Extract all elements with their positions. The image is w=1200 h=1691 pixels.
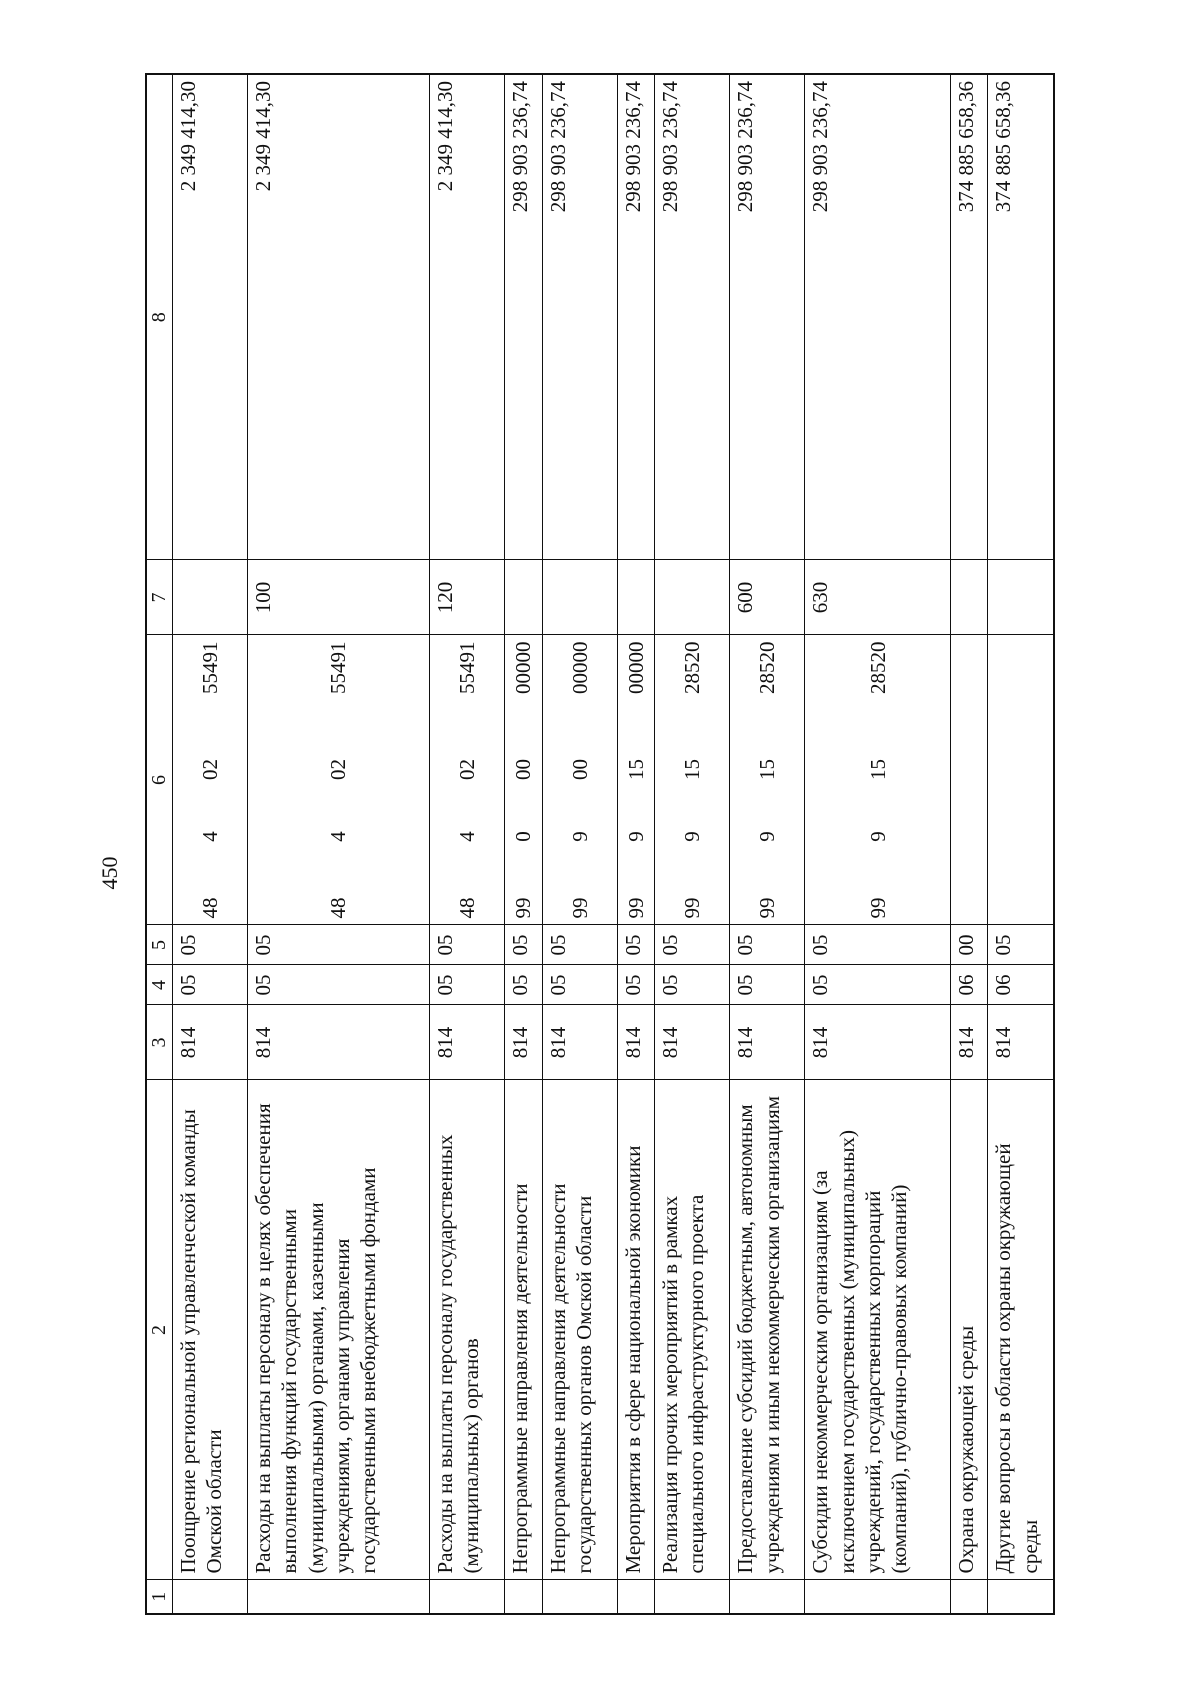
row-name: Мероприятия в сфере национальной экономики — [617, 1080, 655, 1580]
target-program: 99 — [680, 897, 705, 919]
table-row — [730, 74, 805, 1614]
row-subsection-code: 05 — [248, 925, 430, 965]
table-body — [173, 74, 1055, 1614]
page-number: 450 — [97, 856, 122, 890]
row-section-code: 05 — [248, 965, 430, 1005]
row-section-code: 05 — [805, 965, 951, 1005]
row-index-cell — [430, 1580, 505, 1614]
row-target-article — [430, 635, 505, 925]
row-target-article — [730, 635, 805, 925]
table-row — [542, 74, 617, 1614]
row-section-code: 06 — [950, 965, 988, 1005]
target-event: 15 — [623, 759, 648, 780]
row-section-code: 05 — [430, 965, 505, 1005]
target-event: 02 — [197, 759, 222, 780]
row-expense-type — [950, 560, 988, 635]
row-name: Другие вопросы в области охраны окружающей среды — [988, 1080, 1054, 1580]
row-subsection-code: 05 — [655, 925, 730, 965]
target-event: 02 — [454, 759, 479, 780]
row-target-article — [988, 635, 1054, 925]
row-subsection-code: 05 — [430, 925, 505, 965]
row-target-article — [617, 635, 655, 925]
target-subprogram: 4 — [197, 831, 222, 842]
row-admin-code: 814 — [950, 1005, 988, 1080]
row-expense-type — [505, 560, 543, 635]
table-row — [950, 74, 988, 1614]
target-event: 00 — [511, 759, 536, 780]
row-expense-type: 100 — [248, 560, 430, 635]
row-admin-code: 814 — [617, 1005, 655, 1080]
row-amount: 298 903 236,74 — [730, 74, 805, 560]
budget-table — [145, 73, 1055, 1615]
row-section-code: 05 — [173, 965, 248, 1005]
row-admin-code: 814 — [730, 1005, 805, 1080]
table-row — [617, 74, 655, 1614]
row-name: Поощрение региональной управленческой команды Омской области — [173, 1080, 248, 1580]
row-index-cell — [805, 1580, 951, 1614]
row-admin-code: 814 — [655, 1005, 730, 1080]
target-event: 15 — [680, 759, 705, 780]
target-direction: 55491 — [197, 641, 222, 694]
table-row — [248, 74, 430, 1614]
row-amount: 2 349 414,30 — [248, 74, 430, 560]
target-direction: 55491 — [454, 641, 479, 694]
target-program: 99 — [623, 897, 648, 919]
row-index-cell — [505, 1580, 543, 1614]
row-index-cell — [542, 1580, 617, 1614]
header-col-4: 4 — [146, 965, 173, 1005]
row-index-cell — [248, 1580, 430, 1614]
row-amount: 2 349 414,30 — [430, 74, 505, 560]
target-event: 02 — [326, 759, 351, 780]
row-subsection-code: 05 — [617, 925, 655, 965]
row-subsection-code: 05 — [505, 925, 543, 965]
row-name: Расходы на выплаты персоналу государственных (муниципальных) органов — [430, 1080, 505, 1580]
row-target-article — [248, 635, 430, 925]
row-target-article — [505, 635, 543, 925]
header-col-7: 7 — [146, 560, 173, 635]
row-expense-type — [542, 560, 617, 635]
row-section-code: 05 — [655, 965, 730, 1005]
target-program: 99 — [511, 897, 536, 919]
row-amount: 298 903 236,74 — [542, 74, 617, 560]
row-amount: 2 349 414,30 — [173, 74, 248, 560]
header-row — [146, 74, 173, 1614]
row-amount: 298 903 236,74 — [617, 74, 655, 560]
row-name: Непрограммные направления деятельности государственных органов Омской области — [542, 1080, 617, 1580]
target-direction: 28520 — [755, 641, 780, 694]
row-index-cell — [730, 1580, 805, 1614]
row-subsection-code: 05 — [988, 925, 1054, 965]
table-row — [655, 74, 730, 1614]
target-direction: 00000 — [567, 641, 592, 694]
rotated-table-wrapper — [145, 75, 1055, 1615]
target-direction: 00000 — [511, 641, 536, 694]
row-section-code: 05 — [617, 965, 655, 1005]
target-event: 15 — [755, 759, 780, 780]
row-amount: 374 885 658,36 — [950, 74, 988, 560]
header-col-6: 6 — [146, 635, 173, 925]
row-expense-type: 600 — [730, 560, 805, 635]
header-col-3: 3 — [146, 1005, 173, 1080]
header-col-5: 5 — [146, 925, 173, 965]
row-index-cell — [988, 1580, 1054, 1614]
row-name: Предоставление субсидий бюджетным, автономным учреждениям и иным некоммерческим организациям — [730, 1080, 805, 1580]
row-expense-type — [655, 560, 730, 635]
table-row — [805, 74, 951, 1614]
row-amount: 298 903 236,74 — [805, 74, 951, 560]
target-subprogram: 9 — [680, 831, 705, 842]
row-target-article — [655, 635, 730, 925]
table-row — [173, 74, 248, 1614]
target-direction: 55491 — [326, 641, 351, 694]
row-index-cell — [617, 1580, 655, 1614]
row-index-cell — [950, 1580, 988, 1614]
row-admin-code: 814 — [248, 1005, 430, 1080]
row-admin-code: 814 — [542, 1005, 617, 1080]
row-name: Реализация прочих мероприятий в рамках специального инфраструктурного проекта — [655, 1080, 730, 1580]
row-name: Охрана окружающей среды — [950, 1080, 988, 1580]
row-subsection-code: 05 — [730, 925, 805, 965]
target-direction: 28520 — [680, 641, 705, 694]
target-program: 99 — [865, 897, 890, 919]
table-row — [430, 74, 505, 1614]
target-program: 99 — [567, 897, 592, 919]
row-index-cell — [655, 1580, 730, 1614]
row-expense-type — [988, 560, 1054, 635]
row-subsection-code: 05 — [173, 925, 248, 965]
row-admin-code: 814 — [505, 1005, 543, 1080]
row-expense-type: 120 — [430, 560, 505, 635]
target-subprogram: 9 — [755, 831, 780, 842]
row-name: Расходы на выплаты персоналу в целях обеспечения выполнения функций государственными (муниципальными) органами, казенными учреждениями, органами управления государственными внебюджетными фондами — [248, 1080, 430, 1580]
target-direction: 00000 — [623, 641, 648, 694]
header-col-1: 1 — [146, 1580, 173, 1614]
target-subprogram: 4 — [454, 831, 479, 842]
table-row — [988, 74, 1054, 1614]
header-col-2: 2 — [146, 1080, 173, 1580]
target-subprogram: 9 — [623, 831, 648, 842]
target-program: 48 — [454, 897, 479, 919]
target-event: 00 — [567, 759, 592, 780]
row-expense-type — [617, 560, 655, 635]
row-target-article — [950, 635, 988, 925]
row-name: Субсидии некоммерческим организациям (за исключением государственных (муниципальных) учреждений, государственных корпораций (компаний), публично-правовых компаний) — [805, 1080, 951, 1580]
row-admin-code: 814 — [805, 1005, 951, 1080]
target-program: 48 — [197, 897, 222, 919]
row-subsection-code: 00 — [950, 925, 988, 965]
row-admin-code: 814 — [430, 1005, 505, 1080]
row-target-article — [805, 635, 951, 925]
target-direction: 28520 — [865, 641, 890, 694]
row-section-code: 05 — [730, 965, 805, 1005]
target-program: 99 — [755, 897, 780, 919]
target-program: 48 — [326, 897, 351, 919]
target-subprogram: 0 — [511, 831, 536, 842]
row-expense-type — [173, 560, 248, 635]
row-index-cell — [173, 1580, 248, 1614]
target-subprogram: 9 — [865, 831, 890, 842]
row-expense-type: 630 — [805, 560, 951, 635]
row-target-article — [542, 635, 617, 925]
row-admin-code: 814 — [988, 1005, 1054, 1080]
row-amount: 298 903 236,74 — [655, 74, 730, 560]
row-target-article — [173, 635, 248, 925]
target-subprogram: 4 — [326, 831, 351, 842]
row-section-code: 05 — [505, 965, 543, 1005]
row-amount: 298 903 236,74 — [505, 74, 543, 560]
table-row — [505, 74, 543, 1614]
header-col-8: 8 — [146, 74, 173, 560]
row-subsection-code: 05 — [542, 925, 617, 965]
row-subsection-code: 05 — [805, 925, 951, 965]
target-event: 15 — [865, 759, 890, 780]
row-amount: 374 885 658,36 — [988, 74, 1054, 560]
row-name: Непрограммные направления деятельности — [505, 1080, 543, 1580]
row-admin-code: 814 — [173, 1005, 248, 1080]
row-section-code: 05 — [542, 965, 617, 1005]
target-subprogram: 9 — [567, 831, 592, 842]
row-section-code: 06 — [988, 965, 1054, 1005]
